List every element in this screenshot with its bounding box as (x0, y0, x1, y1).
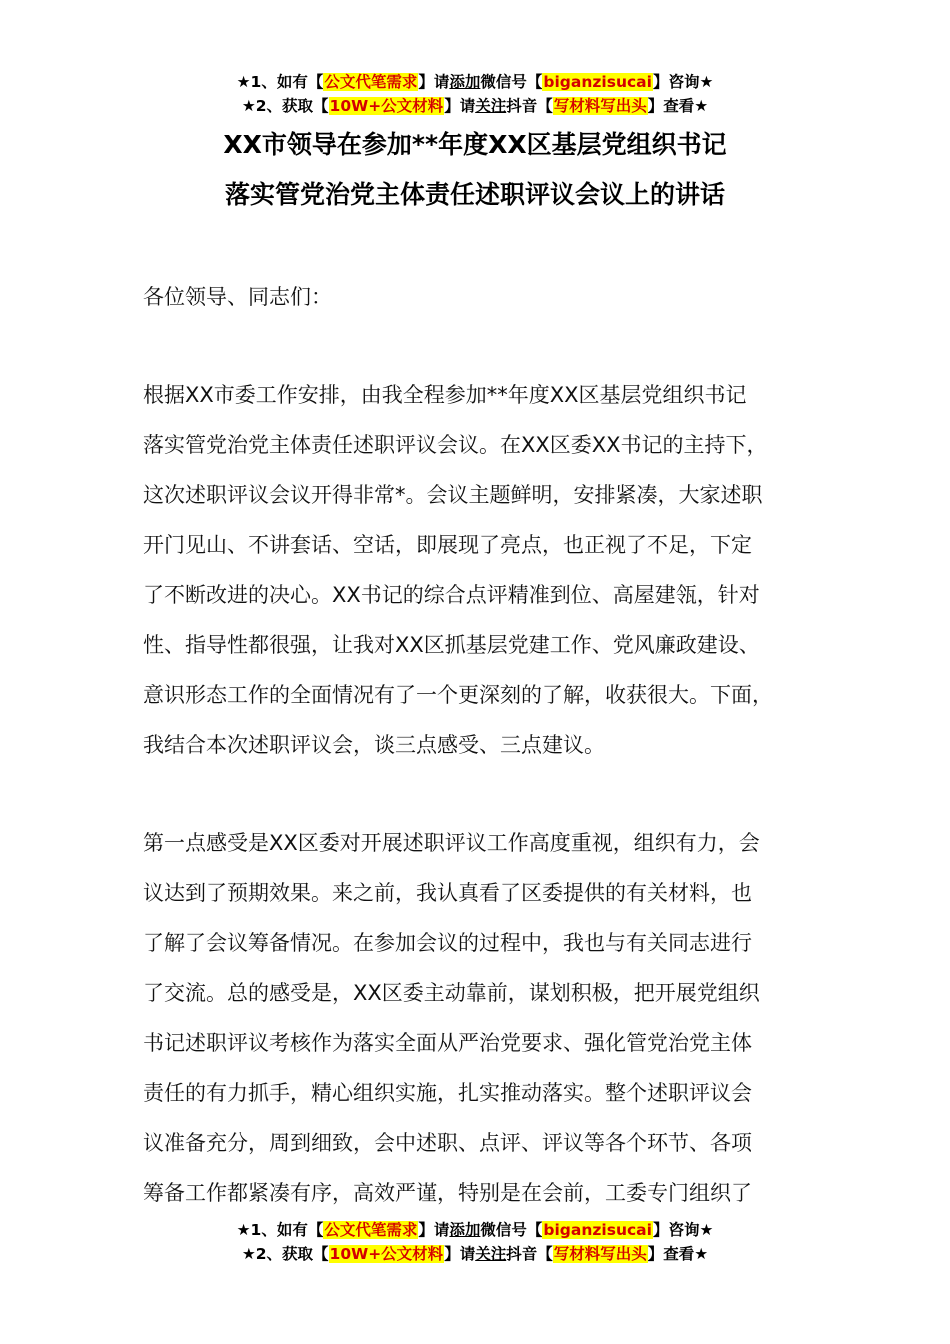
banner-highlight: 写材料写出头 (553, 97, 647, 115)
paragraph-line: 了不断改进的决心。XX书记的综合点评精准到位、高屋建瓴，针对 (143, 583, 760, 607)
banner-text: 】请 (444, 97, 476, 115)
paragraph-line: 议达到了预期效果。来之前，我认真看了区委提供的有关材料，也 (143, 881, 752, 905)
paragraph-line: 我结合本次述职评议会，谈三点感受、三点建议。 (143, 733, 605, 757)
banner-line-1 (0, 70, 950, 94)
paragraph-line: 落实管党治党主体责任述职评议会议。在XX区委XX书记的主持下， (143, 433, 768, 457)
banner-highlight: biganzisucai (543, 1221, 652, 1239)
title-line-2: 落实管党治党主体责任述职评议会议上的讲话 (224, 180, 725, 209)
paragraph-line: 意识形态工作的全面情况有了一个更深刻的了解，收获很大。下面， (143, 683, 773, 707)
greeting-text: 各位领导、同志们： (143, 285, 332, 309)
banner-line-2 (0, 1242, 950, 1266)
banner-text: ★1、如有【 (236, 1221, 324, 1239)
paragraph-line: 议准备充分，周到细致，会中述职、点评、评议等各个环节、各项 (143, 1131, 752, 1155)
banner-text: ★1、如有【 (236, 73, 324, 91)
banner-highlight: 10W+公文材料 (329, 97, 444, 115)
banner-line-2 (0, 94, 950, 118)
banner-text: ★2、获取【 (241, 1245, 329, 1263)
paragraph-line: 第一点感受是XX区委对开展述职评议工作高度重视，组织有力，会 (143, 831, 760, 855)
greeting (143, 272, 833, 322)
banner-highlight: 写材料写出头 (553, 1245, 647, 1263)
banner-underline: 添加 (449, 1221, 481, 1239)
banner-text: 抖音【 (506, 97, 553, 115)
banner-text: 】查看★ (647, 97, 709, 115)
banner-text: 】咨询★ (652, 73, 714, 91)
banner-text: 】请 (418, 1221, 450, 1239)
banner-text: 微信号【 (480, 1221, 543, 1239)
paragraph-line: 这次述职评议会议开得非常*。会议主题鲜明，安排紧凑，大家述职 (143, 483, 763, 507)
paragraph-line: 责任的有力抓手，精心组织实施，扎实推动落实。整个述职评议会 (143, 1081, 752, 1105)
paragraph-line: 了交流。总的感受是，XX区委主动靠前，谋划积极，把开展党组织 (143, 981, 760, 1005)
banner-highlight: 10W+公文材料 (329, 1245, 444, 1263)
paragraph-line: 了解了会议筹备情况。在参加会议的过程中，我也与有关同志进行 (143, 931, 752, 955)
paragraph-line: 书记述职评议考核作为落实全面从严治党要求、强化管党治党主体 (143, 1031, 752, 1055)
paragraph-line: 性、指导性都很强，让我对XX区抓基层党建工作、党风廉政建设、 (143, 633, 760, 657)
paragraph-line: 筹备工作都紧凑有序，高效严谨，特别是在会前，工委专门组织了 (143, 1181, 752, 1205)
paragraph-line: 开门见山、不讲套话、空话，即展现了亮点，也正视了不足，下定 (143, 533, 752, 557)
banner-highlight: 公文代笔需求 (324, 1221, 418, 1239)
footer-banner (0, 1218, 950, 1266)
banner-underline: 关注 (475, 97, 507, 115)
banner-highlight: 公文代笔需求 (324, 73, 418, 91)
banner-highlight: biganzisucai (543, 73, 652, 91)
banner-text: 】咨询★ (652, 1221, 714, 1239)
banner-line-1 (0, 1218, 950, 1242)
banner-text: 抖音【 (506, 1245, 553, 1263)
banner-underline: 关注 (475, 1245, 507, 1263)
banner-text: 微信号【 (480, 73, 543, 91)
paragraph-1 (143, 370, 833, 770)
banner-text: ★2、获取【 (241, 97, 329, 115)
paragraph-2 (143, 818, 833, 1218)
header-banner (0, 70, 950, 118)
banner-text: 】请 (444, 1245, 476, 1263)
document-title (0, 120, 950, 220)
title-line-1: XX市领导在参加**年度XX区基层党组织书记 (223, 130, 727, 159)
banner-text: 】请 (418, 73, 450, 91)
paragraph-line: 根据XX市委工作安排，由我全程参加**年度XX区基层党组织书记 (143, 383, 747, 407)
banner-text: 】查看★ (647, 1245, 709, 1263)
banner-underline: 添加 (449, 73, 481, 91)
